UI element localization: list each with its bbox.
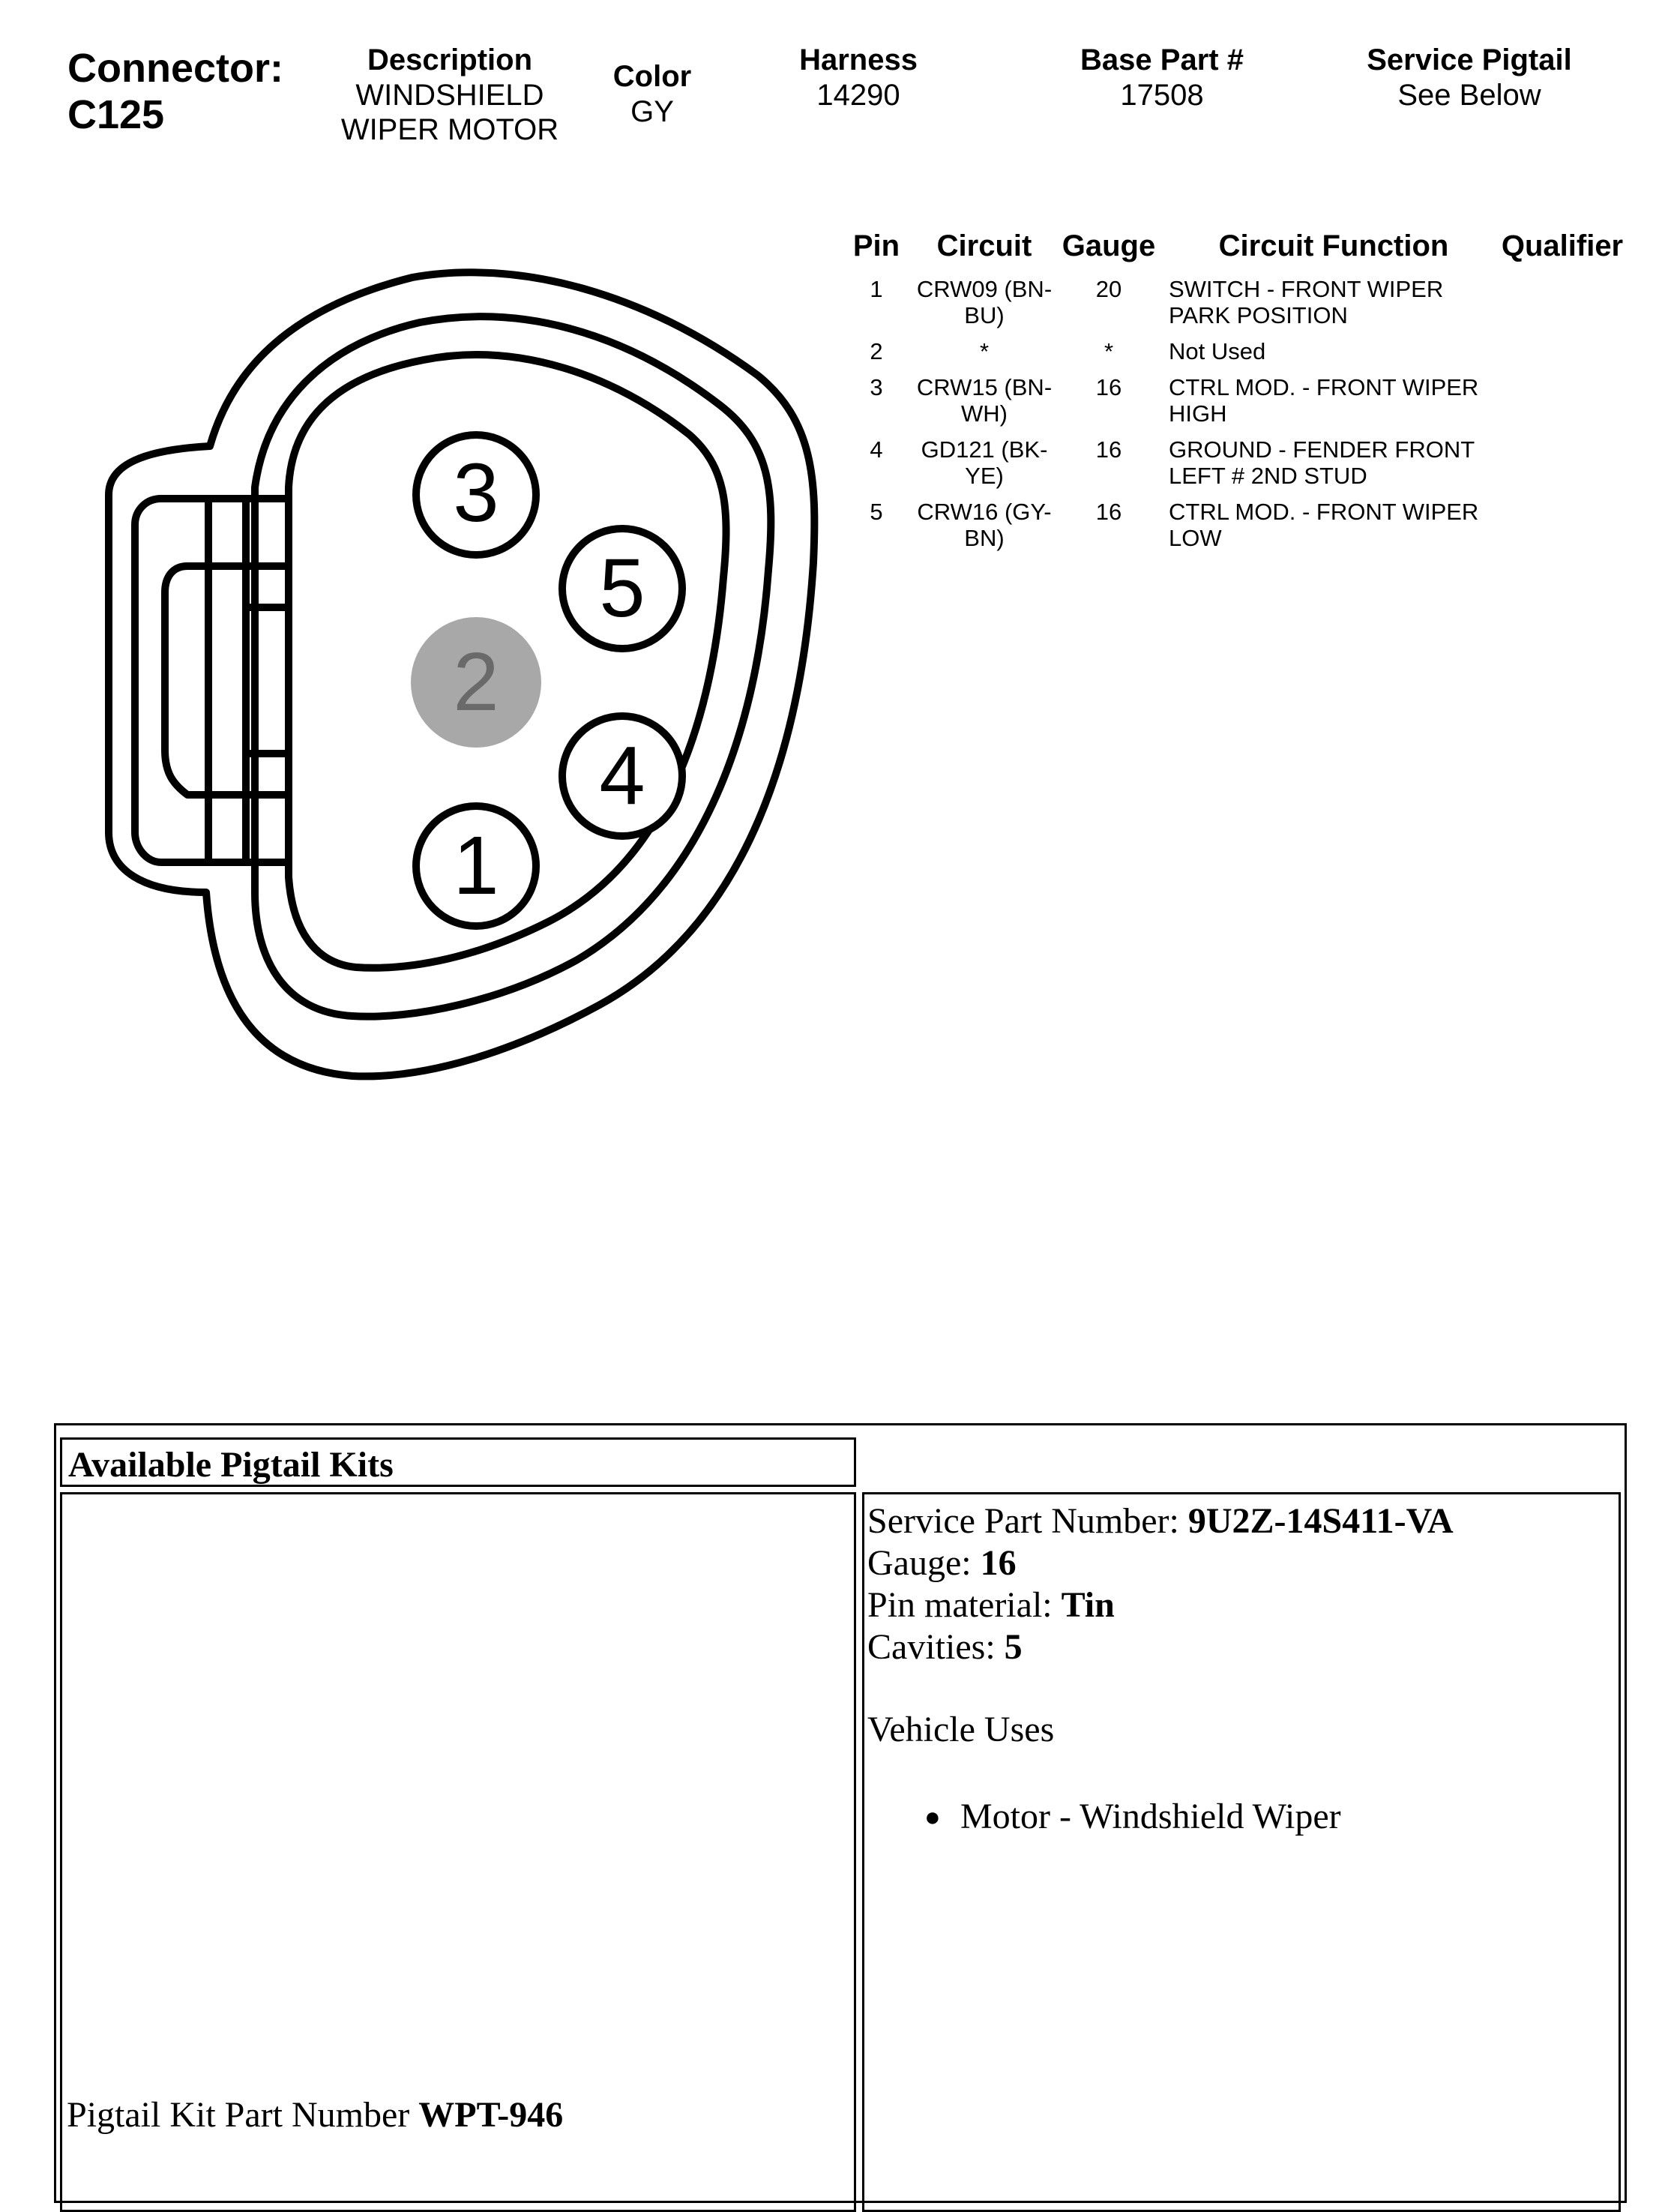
- cavities-value: 5: [1004, 1627, 1023, 1667]
- cell-qualifier: [1499, 276, 1626, 338]
- connector-id: C125: [67, 92, 165, 137]
- cell-gauge: 16: [1095, 436, 1122, 463]
- cell-circuit: *: [979, 338, 990, 364]
- cavities-row: [867, 1626, 1454, 1668]
- vehicle-uses-list: [867, 1796, 1454, 1838]
- bullet-icon: ●: [924, 1802, 941, 1832]
- cell-pin: 3: [870, 374, 883, 400]
- cell-qualifier: [1499, 374, 1626, 436]
- col-header-pin: Pin: [852, 229, 900, 262]
- cell-pin: 5: [870, 499, 883, 525]
- pigtail-details-panel: [862, 1492, 1621, 2212]
- connector-label: Connector:: [67, 46, 283, 91]
- latch-inner-tab: [165, 566, 289, 795]
- cavity-4-label: 4: [599, 730, 645, 822]
- cavity-4: [562, 716, 682, 836]
- cell-qualifier: [1499, 338, 1626, 374]
- vehicle-use-text: Motor - Windshield Wiper: [960, 1797, 1341, 1836]
- pigtail-kit-part-number: [67, 2094, 563, 2136]
- base-part-value: 17508: [1120, 79, 1204, 112]
- cell-gauge: 16: [1095, 499, 1122, 525]
- cell-circuit: GD121 (BK-YE): [921, 436, 1048, 489]
- col-header-circuit: Circuit: [936, 229, 1032, 262]
- pigtail-image-panel: [60, 1492, 856, 2212]
- connector-title: [67, 45, 315, 138]
- harness-label: Harness: [799, 43, 918, 76]
- service-part-value: 9U2Z-14S411-VA: [1187, 1501, 1454, 1541]
- service-part-row: [867, 1500, 1454, 1542]
- gauge-row: [867, 1542, 1454, 1584]
- pin-material-row: [867, 1584, 1454, 1626]
- cell-pin: 4: [870, 436, 883, 463]
- cell-function: CTRL MOD. - FRONT WIPER HIGH: [1169, 374, 1479, 427]
- cell-circuit: CRW09 (BN-BU): [916, 276, 1053, 328]
- base-part-column: [1050, 42, 1274, 112]
- vehicle-uses-label: Vehicle Uses: [867, 1710, 1055, 1749]
- cell-function: CTRL MOD. - FRONT WIPER LOW: [1169, 499, 1479, 551]
- table-row: [843, 499, 1626, 561]
- kit-part-label: Pigtail Kit Part Number: [67, 2095, 419, 2135]
- cavities-label: Cavities:: [867, 1627, 1005, 1667]
- cell-pin: 2: [870, 338, 883, 364]
- cell-function: Not Used: [1169, 338, 1266, 364]
- service-pigtail-column: [1334, 42, 1604, 112]
- cavity-1-label: 1: [453, 820, 499, 912]
- cavity-3-label: 3: [453, 447, 499, 539]
- connector-face-diagram: [97, 262, 832, 1102]
- service-pigtail-label: Service Pigtail: [1367, 43, 1572, 76]
- harness-value: 14290: [816, 79, 900, 112]
- cell-gauge: 20: [1095, 276, 1122, 302]
- cavity-2-label: 2: [453, 636, 499, 728]
- table-row: [843, 436, 1626, 499]
- cell-function: SWITCH - FRONT WIPER PARK POSITION: [1169, 276, 1444, 328]
- col-header-gauge: Gauge: [1062, 229, 1156, 262]
- description-value: WINDSHIELD WIPER MOTOR: [340, 79, 559, 146]
- pigtail-kits-title: Available Pigtail Kits: [60, 1437, 856, 1487]
- cavity-5-label: 5: [599, 542, 645, 634]
- cell-gauge: *: [1104, 338, 1114, 364]
- cell-qualifier: [1499, 436, 1626, 499]
- cavity-1: [416, 806, 536, 926]
- table-row: [843, 338, 1626, 374]
- pigtail-specs: [867, 1500, 1454, 1838]
- cell-qualifier: [1499, 499, 1626, 561]
- base-part-label: Base Part #: [1080, 43, 1244, 76]
- service-pigtail-value: See Below: [1397, 79, 1541, 112]
- pin-material-value: Tin: [1061, 1585, 1115, 1625]
- cavity-5: [562, 529, 682, 649]
- gauge-value: 16: [980, 1543, 1017, 1583]
- color-label: Color: [612, 60, 692, 93]
- gauge-label: Gauge:: [867, 1543, 981, 1583]
- service-part-label: Service Part Number:: [867, 1501, 1188, 1541]
- kit-part-value: WPT-946: [418, 2095, 564, 2135]
- cell-pin: 1: [870, 276, 883, 302]
- cavity-2-unused: [411, 617, 541, 748]
- table-row: [843, 276, 1626, 338]
- col-header-qualifier: Qualifier: [1501, 229, 1624, 262]
- color-value: GY: [630, 95, 674, 128]
- cavity-3: [416, 435, 536, 555]
- pin-material-label: Pin material:: [867, 1585, 1062, 1625]
- description-label: Description: [367, 43, 533, 76]
- col-header-function: Circuit Function: [1218, 229, 1449, 262]
- table-row: [843, 374, 1626, 436]
- cell-circuit: CRW15 (BN-WH): [916, 374, 1053, 427]
- harness-column: [757, 42, 960, 112]
- cell-circuit: CRW16 (GY-BN): [917, 499, 1052, 551]
- color-column: [592, 58, 712, 129]
- cell-function: GROUND - FENDER FRONT LEFT # 2ND STUD: [1169, 436, 1475, 489]
- list-item: [924, 1796, 1454, 1838]
- description-column: [322, 42, 577, 147]
- pin-table: [843, 225, 1626, 561]
- cell-gauge: 16: [1095, 374, 1122, 400]
- pin-table-header: [843, 225, 1626, 276]
